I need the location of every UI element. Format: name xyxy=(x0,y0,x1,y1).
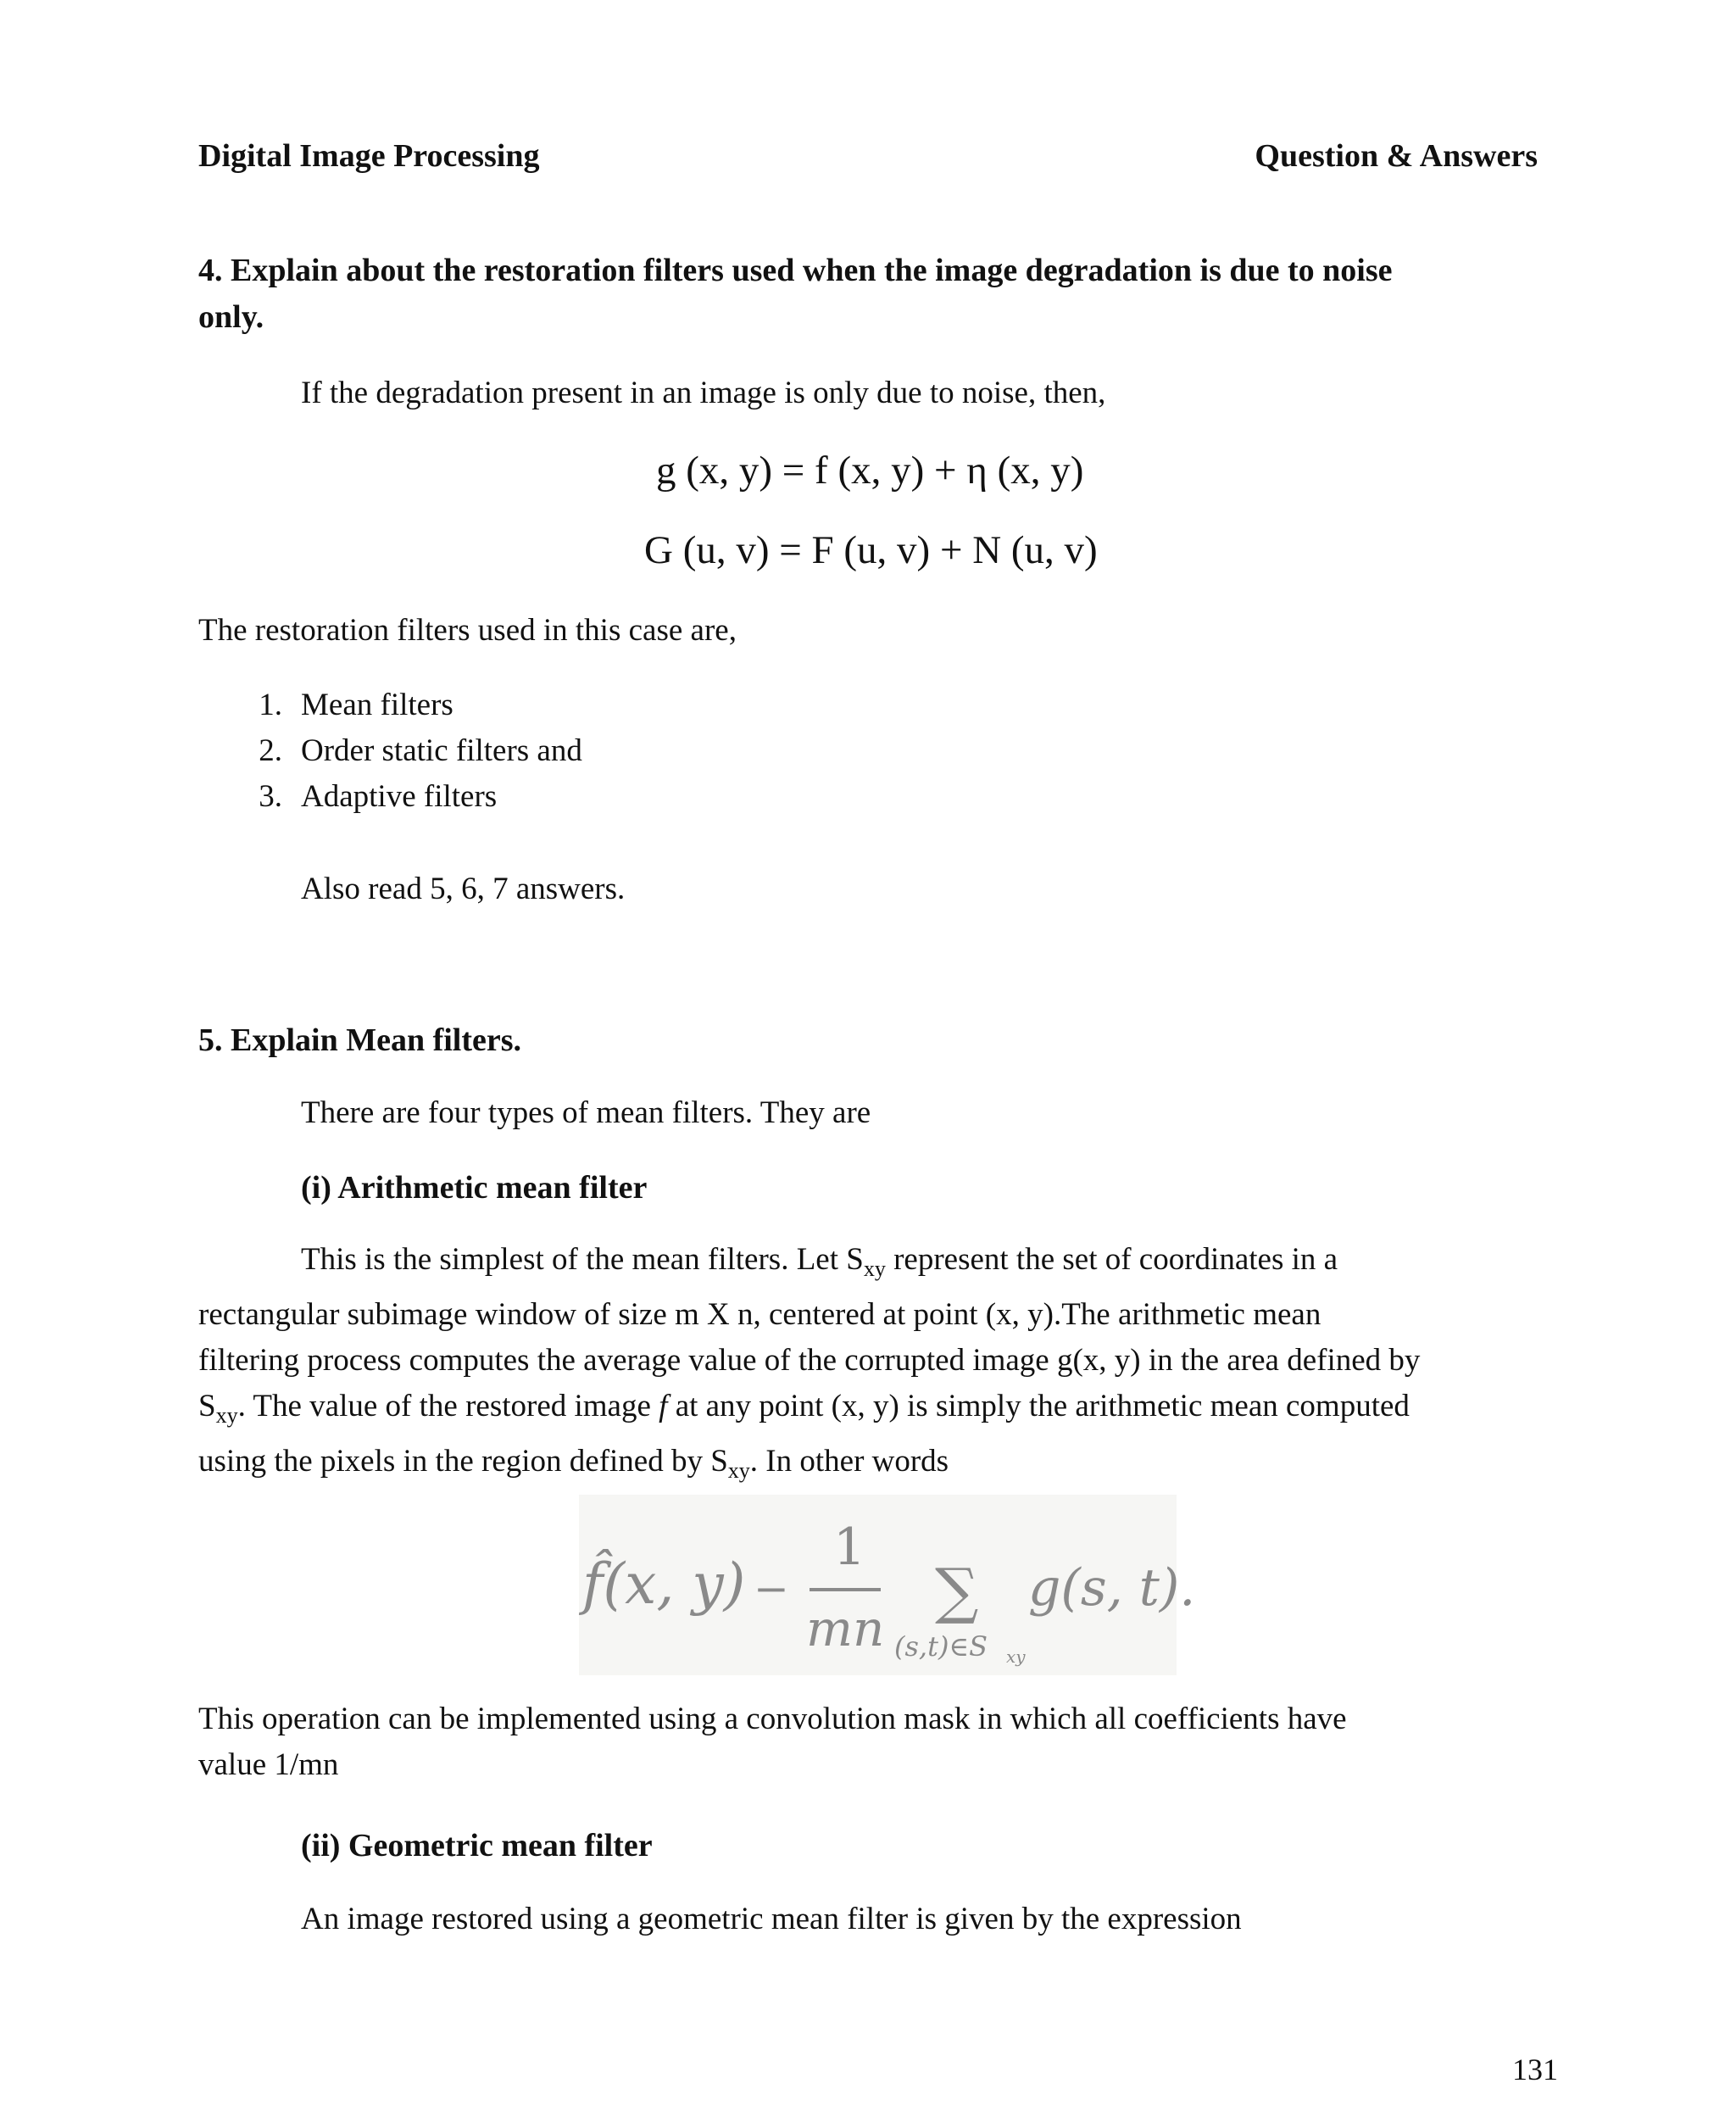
page-number: 131 xyxy=(1512,2053,1558,2086)
list-item xyxy=(240,733,582,769)
also-read-note: Also read 5, 6, 7 answers. xyxy=(301,872,626,906)
formula-numerator: 1 xyxy=(833,1518,866,1577)
question-4-title-line1: 4. Explain about the restoration filters used when the image degradation is due to noise xyxy=(198,253,1393,288)
header-title: Digital Image Processing xyxy=(198,138,540,174)
convolution-text-line2: value 1/mn xyxy=(198,1747,339,1782)
list-text: Adaptive filters xyxy=(301,779,498,814)
geometric-mean-intro: An image restored using a geometric mean filter is given by the expression xyxy=(301,1902,1242,1936)
formula-svg xyxy=(579,1495,1196,1675)
list-number: 1. xyxy=(259,688,282,722)
q5-intro-text: There are four types of mean filters. They are xyxy=(301,1095,871,1130)
list-number: 2. xyxy=(259,733,282,768)
subheading-arithmetic-mean: (i) Arithmetic mean filter xyxy=(301,1170,648,1206)
list-number: 3. xyxy=(259,779,282,814)
subheading-geometric-mean: (ii) Geometric mean filter xyxy=(301,1828,653,1863)
equation-frequency: G (u, v) = F (u, v) + N (u, v) xyxy=(644,528,1098,572)
sigma-icon: ∑ xyxy=(935,1555,979,1626)
formula-index-sub: xy xyxy=(1006,1646,1026,1667)
list-item xyxy=(240,687,453,723)
list-text: Mean filters xyxy=(301,688,453,722)
arithmetic-mean-paragraph: This is the simplest of the mean filters. Let $S_{xy}$ represent the set of coordinates in a rectangular subimage window of size m X n, centered at point (x, y).The arithmetic mean filtering process computes the average value of the corrupted image g(x, y) in the area defined by $S_{xy}$. The value of the restored image f at any point (x, y) is simply the arithmetic mean computed using the pixels in the region defined by $S_{xy}$. In other words xyxy=(198,1242,1421,1483)
formula-operator: − xyxy=(754,1564,789,1613)
question-4-title-line2: only. xyxy=(198,299,264,335)
formula-denominator: mn xyxy=(806,1600,885,1657)
q4-intro-text: If the degradation present in an image is only due to noise, then, xyxy=(301,376,1106,410)
filters-intro-text: The restoration filters used in this case are, xyxy=(198,613,737,648)
arithmetic-mean-formula xyxy=(579,1495,1196,1675)
formula-index: (s,t)∈S xyxy=(894,1630,988,1663)
list-item xyxy=(240,778,497,815)
question-5-title: 5. Explain Mean filters. xyxy=(198,1022,522,1058)
header-section: Question & Answers xyxy=(1255,138,1538,174)
formula-rhs: g(s, t). xyxy=(1028,1558,1196,1618)
list-text: Order static filters and xyxy=(301,733,582,768)
formula-lhs: f̂(x, y) xyxy=(582,1551,746,1617)
equation-spatial: g (x, y) = f (x, y) + η (x, y) xyxy=(656,448,1084,493)
convolution-text-line1: This operation can be implemented using a convolution mask in which all coefficients have xyxy=(198,1702,1347,1736)
